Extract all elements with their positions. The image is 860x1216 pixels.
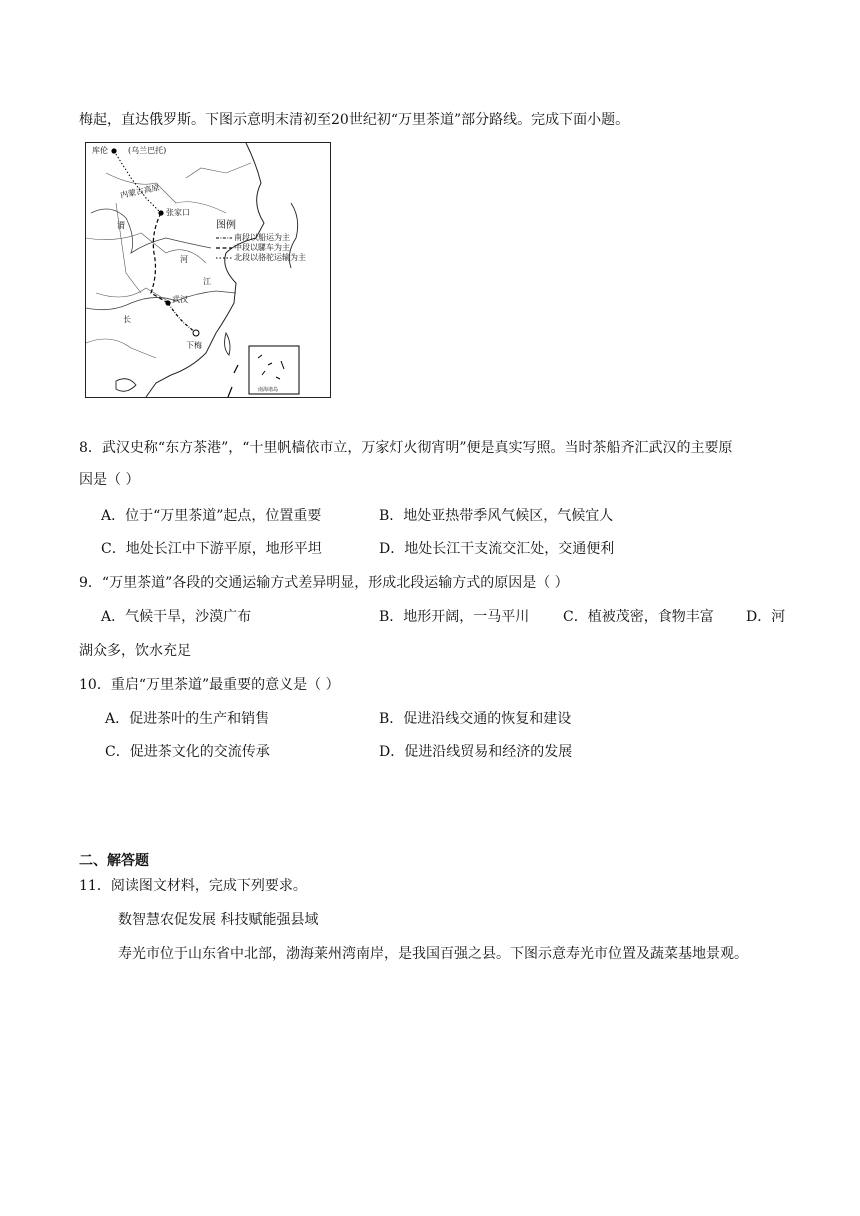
q10-option-c[interactable]: C．促进茶文化的交流传承: [105, 744, 270, 760]
map-graphic: [86, 143, 330, 397]
question-11-stem: 11．阅读图文材料，完成下列要求。: [79, 878, 307, 894]
map-label-ulaanbaatar: (乌兰巴托): [128, 146, 167, 155]
tea-road-map: [85, 142, 331, 398]
q9-option-b[interactable]: B．地形开阔，一马平川: [379, 609, 530, 625]
legend-north-icon: [216, 254, 232, 262]
map-label-south-sea-islands: 南海诸岛: [258, 387, 279, 393]
question-10-stem: 10．重启“万里茶道”最重要的意义是（ ）: [79, 677, 340, 693]
map-legend: [216, 221, 306, 263]
map-label-inner-mongolia: 内蒙古高原: [119, 182, 161, 201]
q9-option-d[interactable]: D．河: [746, 609, 786, 625]
q8-option-a[interactable]: A．位于“万里茶道”起点，位置重要: [101, 508, 322, 524]
legend-title: 图例: [216, 220, 236, 231]
wuhan-dot: [165, 300, 170, 305]
map-label-wei: 渭: [117, 221, 125, 230]
q8-option-b[interactable]: B．地处亚热带季风气候区，气候宜人: [379, 508, 614, 524]
q9-option-d-cont: 湖众多，饮水充足: [79, 643, 191, 659]
question-9-stem: 9．“万里茶道”各段的交通运输方式差异明显，形成北段运输方式的原因是（ ）: [79, 575, 569, 591]
map-label-jiang: 江: [203, 277, 211, 286]
map-label-zhangjiakou: 张家口: [166, 208, 190, 217]
legend-item-south: 南段以船运为主: [234, 233, 290, 242]
zhangjiakou-dot: [158, 210, 163, 215]
question-8-stem: 8．武汉史称“东方茶港”，“十里帆樯依市立，万家灯火彻宵明”便是真实写照。当时茶船齐汇武汉的主要原: [79, 440, 733, 456]
kulun-dot: [111, 148, 116, 153]
q8-option-d[interactable]: D．地处长江干支流交汇处，交通便利: [379, 541, 615, 557]
material-subtitle: 数智慧农促发展 科技赋能强县域: [118, 912, 319, 928]
q10-option-a[interactable]: A．促进茶叶的生产和销售: [105, 711, 270, 727]
q10-option-b[interactable]: B．促进沿线交通的恢复和建设: [379, 711, 572, 727]
q10-option-d[interactable]: D．促进沿线贸易和经济的发展: [379, 744, 573, 760]
map-label-wuhan: 武汉: [172, 295, 188, 304]
q9-option-c[interactable]: C．植被茂密，食物丰富: [563, 609, 714, 625]
question-8-stem-cont: 因是（ ）: [79, 472, 140, 488]
map-label-chang: 长: [123, 315, 131, 324]
q8-option-c[interactable]: C．地处长江中下游平原，地形平坦: [101, 541, 322, 557]
intro-text: 梅起，直达俄罗斯。下图示意明末清初至20世纪初“万里茶道”部分路线。完成下面小题。: [79, 112, 630, 128]
legend-south-icon: [216, 234, 232, 242]
section-2-title: 二、解答题: [79, 852, 149, 868]
legend-item-north: 北段以骆驼运输为主: [234, 253, 306, 262]
map-label-xiamei: 下梅: [186, 341, 202, 350]
material-paragraph: 寿光市位于山东省中北部，渤海莱州湾南岸，是我国百强之县。下图示意寿光市位置及蔬菜基地景观。: [118, 946, 748, 962]
map-label-he: 河: [180, 255, 188, 264]
legend-middle-icon: [216, 244, 232, 252]
xiamei-dot: [193, 330, 199, 336]
legend-item-middle: 中段以騾车为主: [234, 243, 290, 252]
map-label-kulun: 库伦: [92, 146, 108, 155]
q9-option-a[interactable]: A．气候干旱，沙漠广布: [101, 609, 252, 625]
